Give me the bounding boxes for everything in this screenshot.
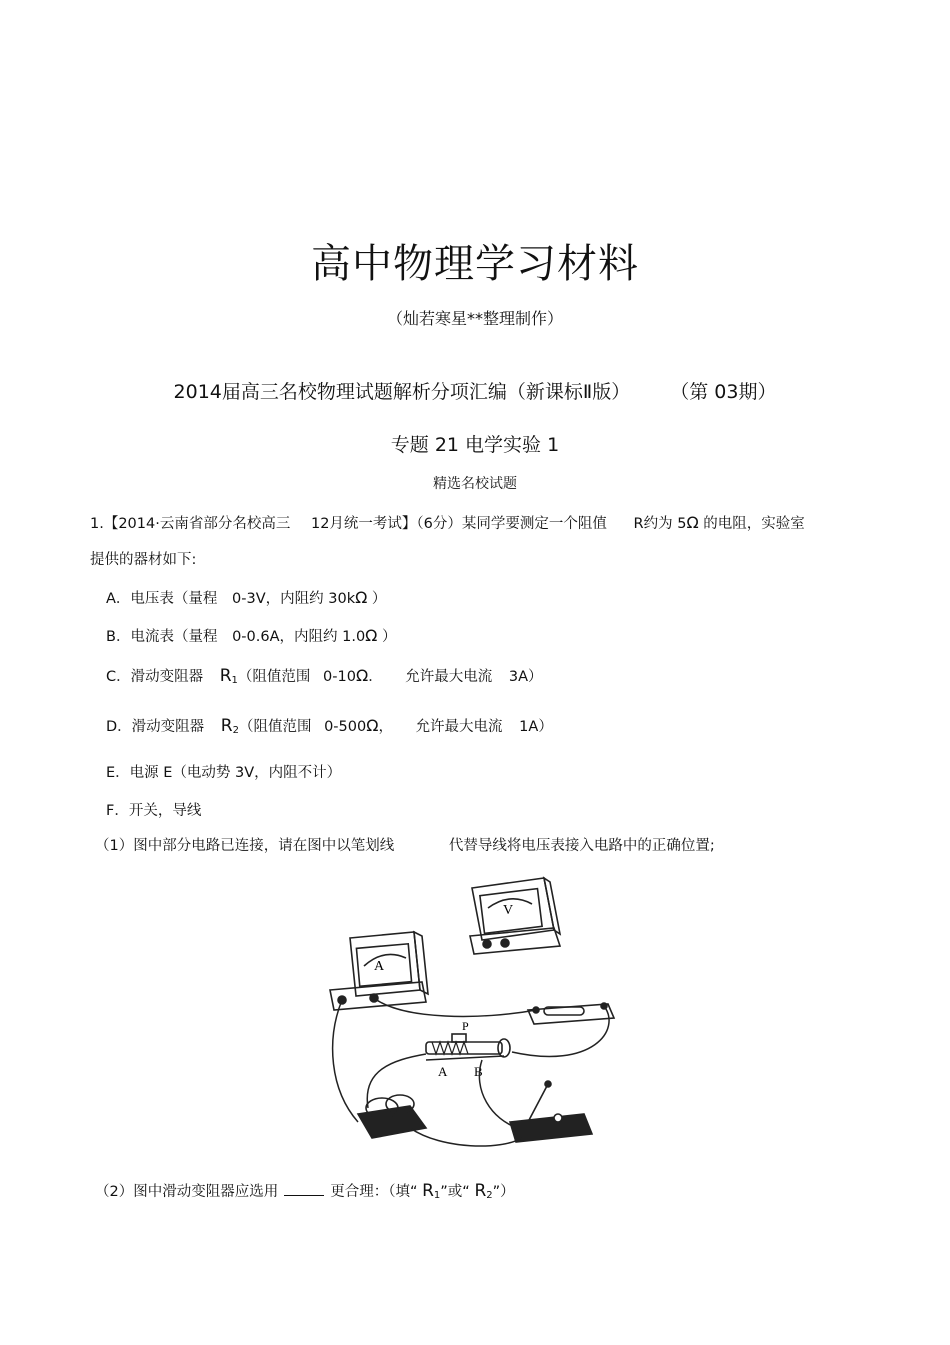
option-a-spec: 0-3V，内阻约 30k xyxy=(232,591,356,607)
option-c-range: 0-10 xyxy=(323,669,356,685)
omega-symbol: Ω xyxy=(686,513,699,532)
part-1-text-cont: 代替导线将电压表接入电路中的正确位置; xyxy=(448,838,715,854)
part-2 xyxy=(95,1180,515,1201)
rheostat-label-a: A xyxy=(438,1064,448,1079)
option-c-max-label: 允许最大电流 xyxy=(405,669,493,685)
answer-blank[interactable] xyxy=(284,1183,324,1196)
series-issue: （第 03期） xyxy=(670,381,777,403)
page-title: 高中物理学习材料 xyxy=(311,241,639,287)
option-e: E．电源 E（电动势 3V，内阻不计） xyxy=(106,765,342,781)
option-d-range: 0-500 xyxy=(324,719,367,735)
r1-symbol: R xyxy=(219,666,232,686)
option-d-range-label: （阻值范围 xyxy=(238,719,312,735)
page-subtitle: （灿若寒星**整理制作） xyxy=(386,309,563,328)
series-title: 2014届高三名校物理试题解析分项汇编（新课标Ⅱ版） xyxy=(173,381,631,403)
r2-symbol: R xyxy=(220,716,233,736)
voltmeter xyxy=(470,878,560,954)
option-c-range-label: （阻值范围 xyxy=(237,669,311,685)
option-b: B．电流表（量程 0-0.6A，内阻约 1.0Ω ） xyxy=(106,626,397,645)
option-d-max: 1A） xyxy=(519,719,553,735)
r1-choice: R xyxy=(422,1181,434,1201)
r2-choice-subscript: 2 xyxy=(486,1190,493,1201)
option-b-spec: 0-0.6A，内阻约 1.0 xyxy=(232,629,366,645)
topic-heading: 专题 21 电学实验 1 xyxy=(390,434,560,456)
option-a: A．电压表（量程 0-3V，内阻约 30kΩ ） xyxy=(106,588,387,607)
section-heading: 精选名校试题 xyxy=(433,476,517,492)
part-1 xyxy=(95,834,715,855)
question-1-line-2: 提供的器材如下: xyxy=(90,552,197,568)
option-a-label: A．电压表（量程 xyxy=(106,591,218,607)
option-b-label: B．电流表（量程 xyxy=(106,629,218,645)
series-heading xyxy=(0,377,950,404)
q1-source-cont: 12月统一考试】（6分）某同学要测定一个阻值 xyxy=(310,516,607,532)
q1-line1-tail: 的电阻，实验室 xyxy=(703,516,805,532)
omega-symbol: Ω xyxy=(366,716,379,735)
option-f: F．开关，导线 xyxy=(106,803,202,819)
switch xyxy=(510,1081,592,1142)
omega-symbol: Ω xyxy=(355,588,368,607)
q1-resistance: R约为 5 xyxy=(633,516,687,532)
part-2-close: ”） xyxy=(492,1184,515,1200)
option-c-label: C．滑动变阻器 xyxy=(106,669,204,685)
question-1-line-1 xyxy=(90,512,805,533)
omega-symbol: Ω xyxy=(365,626,378,645)
r2-choice: R xyxy=(474,1181,487,1201)
option-d-label: D．滑动变阻器 xyxy=(106,719,205,735)
rheostat xyxy=(426,1034,510,1060)
part-2-text: （2）图中滑动变阻器应选用 xyxy=(95,1184,279,1200)
ammeter-letter: A xyxy=(374,959,385,974)
r1-choice-subscript: 1 xyxy=(433,1190,441,1201)
rheostat-label-b: B xyxy=(474,1064,483,1079)
circuit-figure xyxy=(322,870,624,1152)
part-2-fill-prompt: 更合理：（填“ xyxy=(330,1184,418,1200)
resistor xyxy=(528,1003,614,1024)
rheostat-label-p: P xyxy=(462,1019,469,1033)
option-c-max: 3A） xyxy=(508,669,543,685)
option-d-max-label: 允许最大电流 xyxy=(415,719,503,735)
option-d: D．滑动变阻器 $R_2$（阻值范围 0-500Ω， 允许最大电流 1A） xyxy=(106,716,553,736)
option-c: C．滑动变阻器 $R_1$（阻值范围 0-10Ω． 允许最大电流 3A） xyxy=(106,666,543,686)
omega-symbol: Ω xyxy=(355,666,369,685)
voltmeter-letter: V xyxy=(503,903,514,918)
part-1-text: （1）图中部分电路已连接，请在图中以笔划线 xyxy=(95,838,395,854)
q1-source: 1.【2014·云南省部分名校高三 xyxy=(90,516,291,532)
part-2-or: ”或“ xyxy=(440,1184,470,1200)
r1-subscript: 1 xyxy=(231,675,238,686)
r2-subscript: 2 xyxy=(232,725,239,736)
